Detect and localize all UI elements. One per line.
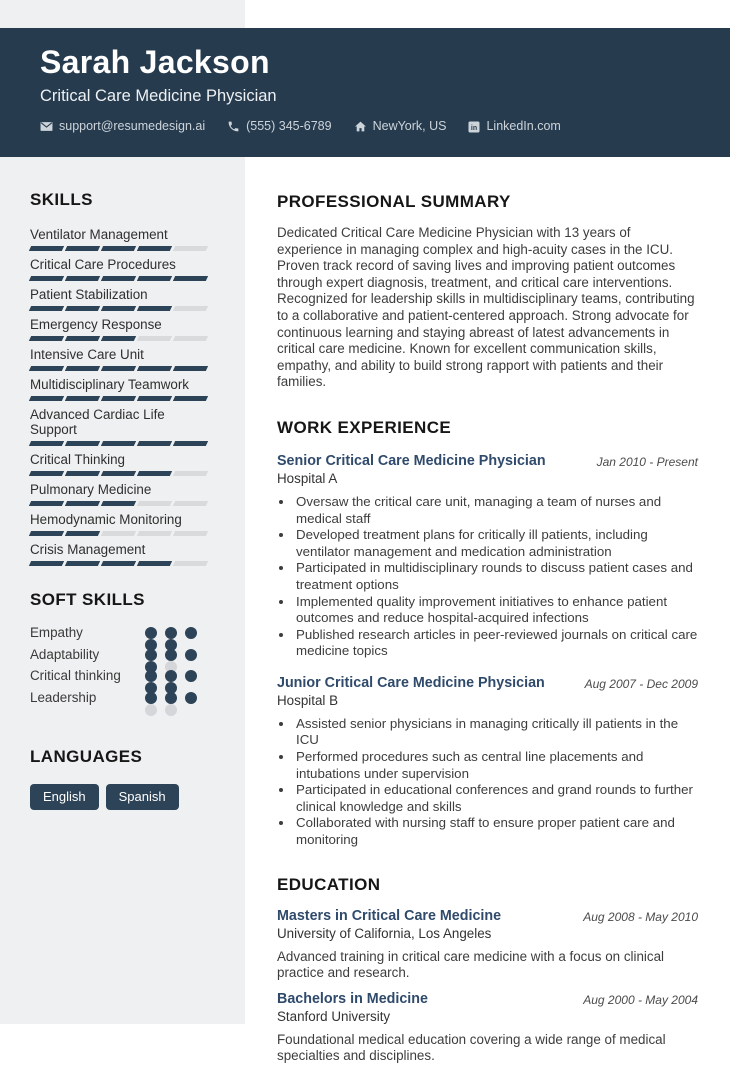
main-column bbox=[277, 157, 698, 1065]
skill-item bbox=[30, 257, 214, 281]
skill-bar bbox=[30, 501, 214, 506]
soft-skill-label: Adaptability bbox=[30, 646, 100, 662]
skill-bar bbox=[30, 561, 214, 566]
soft-skill-dots bbox=[145, 627, 214, 639]
skill-item bbox=[30, 542, 214, 566]
skill-bar-segment bbox=[173, 396, 208, 401]
skill-bar-segment bbox=[173, 501, 208, 506]
skill-item bbox=[30, 287, 214, 311]
soft-skills-heading: SOFT SKILLS bbox=[30, 590, 145, 609]
person-name: Sarah Jackson bbox=[40, 44, 270, 80]
language-badge: Spanish bbox=[106, 784, 179, 810]
job-company: Hospital B bbox=[277, 692, 339, 708]
education-school: Stanford University bbox=[277, 1008, 391, 1024]
skill-item bbox=[30, 512, 214, 536]
education-degree: Bachelors in Medicine bbox=[277, 990, 428, 1007]
job-title: Senior Critical Care Medicine Physician bbox=[277, 452, 546, 469]
skill-bar-segment bbox=[65, 531, 100, 536]
skill-item bbox=[30, 227, 214, 251]
education-dates: Aug 2008 - May 2010 bbox=[583, 909, 698, 924]
skill-bar-segment bbox=[65, 336, 100, 341]
skill-bar-segment bbox=[29, 276, 64, 281]
job-entry-head bbox=[277, 453, 698, 470]
job-bullet: • Participated in educational conferences and grand rounds to further clinical knowledge and skills bbox=[294, 782, 698, 815]
skill-bar-segment bbox=[137, 306, 172, 311]
skill-bar-segment bbox=[173, 561, 208, 566]
home-icon bbox=[354, 120, 367, 133]
soft-skill-label: Empathy bbox=[30, 625, 83, 640]
job-bullet: • Implemented quality improvement initiatives to enhance patient outcomes and reduce hospital-acquired infections bbox=[294, 594, 698, 627]
skill-label: Pulmonary Medicine bbox=[30, 482, 152, 497]
soft-skill-dot bbox=[185, 692, 197, 704]
skill-label: Ventilator Management bbox=[30, 227, 168, 242]
skill-bar bbox=[30, 366, 214, 371]
skill-bar-segment bbox=[137, 396, 172, 401]
resume-header bbox=[0, 28, 730, 157]
soft-skill-dot bbox=[145, 627, 157, 639]
skill-bar-segment bbox=[29, 246, 64, 251]
skill-bar-segment bbox=[65, 306, 100, 311]
skill-bar bbox=[30, 336, 214, 341]
skill-bar-segment bbox=[65, 276, 100, 281]
soft-skills-list bbox=[30, 625, 214, 711]
skill-bar-segment bbox=[173, 441, 208, 446]
skill-bar-segment bbox=[173, 531, 208, 536]
job-bullet: • Collaborated with nursing staff to ensure proper patient care and monitoring bbox=[294, 815, 698, 848]
skill-bar-segment bbox=[29, 501, 64, 506]
skill-bar bbox=[30, 531, 214, 536]
skill-bar-segment bbox=[173, 246, 208, 251]
skill-bar-segment bbox=[65, 246, 100, 251]
skill-label: Advanced Cardiac Life Support bbox=[30, 407, 165, 437]
skill-item bbox=[30, 377, 214, 401]
skill-bar-segment bbox=[137, 246, 172, 251]
skill-item bbox=[30, 317, 214, 341]
contact-phone-text: (555) 345-6789 bbox=[246, 119, 332, 133]
skill-bar-segment bbox=[101, 246, 136, 251]
education-school: University of California, Los Angeles bbox=[277, 925, 492, 941]
education-list bbox=[277, 908, 698, 1065]
skill-bar-segment bbox=[101, 306, 136, 311]
skill-label: Multidisciplinary Teamwork bbox=[30, 377, 189, 392]
job-company: Hospital A bbox=[277, 470, 338, 486]
job-dates: Jan 2010 - Present bbox=[596, 454, 698, 469]
soft-skill-dot bbox=[145, 704, 157, 716]
skill-bar-segment bbox=[173, 336, 208, 341]
soft-skill-item bbox=[30, 625, 214, 647]
skill-label: Critical Care Procedures bbox=[30, 257, 176, 272]
skill-bar-segment bbox=[173, 276, 208, 281]
summary-heading: PROFESSIONAL SUMMARY bbox=[277, 192, 511, 211]
soft-skill-label: Critical thinking bbox=[30, 668, 121, 683]
education-dates: Aug 2000 - May 2004 bbox=[583, 992, 698, 1007]
skill-bar-segment bbox=[65, 471, 100, 476]
skill-label: Intensive Care Unit bbox=[30, 347, 144, 362]
skill-bar-segment bbox=[137, 471, 172, 476]
soft-skill-item bbox=[30, 668, 214, 690]
soft-skill-dot bbox=[185, 670, 197, 682]
skill-bar bbox=[30, 441, 214, 446]
contact-location bbox=[354, 119, 447, 134]
skill-bar-segment bbox=[29, 561, 64, 566]
skill-label: Emergency Response bbox=[30, 317, 162, 332]
linkedin-icon bbox=[468, 121, 480, 133]
skill-bar-segment bbox=[29, 336, 64, 341]
skill-label: Patient Stabilization bbox=[30, 287, 148, 302]
skill-bar-segment bbox=[29, 471, 64, 476]
soft-skill-dots bbox=[145, 670, 214, 682]
experience-heading: WORK EXPERIENCE bbox=[277, 417, 452, 437]
job-bullets bbox=[277, 494, 698, 660]
languages-heading: LANGUAGES bbox=[30, 747, 143, 766]
soft-skill-dot bbox=[165, 670, 177, 682]
soft-skill-item bbox=[30, 647, 214, 669]
skill-bar-segment bbox=[101, 441, 136, 446]
soft-skill-dot bbox=[145, 692, 157, 704]
skill-bar-segment bbox=[65, 441, 100, 446]
skill-bar bbox=[30, 246, 214, 251]
job-bullet: • Oversaw the critical care unit, managing a team of nurses and medical staff bbox=[294, 494, 698, 527]
skill-item bbox=[30, 407, 214, 446]
skill-label: Hemodynamic Monitoring bbox=[30, 512, 182, 527]
skill-bar-segment bbox=[137, 501, 172, 506]
skill-bar-segment bbox=[65, 501, 100, 506]
skill-bar-segment bbox=[65, 561, 100, 566]
contact-linkedin bbox=[468, 119, 560, 134]
education-entry-head bbox=[277, 908, 698, 925]
soft-skill-dots bbox=[145, 692, 214, 704]
skill-bar-segment bbox=[101, 531, 136, 536]
job-bullet: • Developed treatment plans for critically ill patients, including ventilator management and medication administration bbox=[294, 527, 698, 560]
job-dates: Aug 2007 - Dec 2009 bbox=[584, 676, 698, 691]
phone-icon bbox=[227, 120, 240, 133]
job-entry-head bbox=[277, 675, 698, 692]
skill-bar-segment bbox=[173, 306, 208, 311]
contact-linkedin-text: LinkedIn.com bbox=[486, 119, 561, 133]
contact-email bbox=[40, 119, 205, 134]
skill-bar bbox=[30, 306, 214, 311]
skill-bar-segment bbox=[173, 471, 208, 476]
svg-text:in: in bbox=[471, 124, 478, 132]
job-entry bbox=[277, 453, 698, 660]
skill-bar-segment bbox=[137, 276, 172, 281]
skill-item bbox=[30, 347, 214, 371]
skill-bar-segment bbox=[101, 471, 136, 476]
skill-item bbox=[30, 452, 214, 476]
language-badge: English bbox=[30, 784, 99, 810]
skill-bar-segment bbox=[29, 366, 64, 371]
job-bullets bbox=[277, 716, 698, 849]
skill-bar-segment bbox=[101, 501, 136, 506]
education-degree: Masters in Critical Care Medicine bbox=[277, 907, 502, 924]
education-description: Advanced training in critical care medicine with a focus on clinical practice and research. bbox=[277, 948, 665, 981]
soft-skill-dot bbox=[165, 627, 177, 639]
skill-bar-segment bbox=[29, 306, 64, 311]
job-entry bbox=[277, 675, 698, 849]
skills-heading: SKILLS bbox=[30, 190, 93, 209]
skill-bar-segment bbox=[173, 366, 208, 371]
skill-bar-segment bbox=[65, 396, 100, 401]
soft-skill-dot bbox=[165, 692, 177, 704]
skill-bar-segment bbox=[65, 366, 100, 371]
skill-bar-segment bbox=[137, 531, 172, 536]
skill-bar-segment bbox=[29, 441, 64, 446]
skill-bar-segment bbox=[101, 366, 136, 371]
education-entry-head bbox=[277, 991, 698, 1008]
skill-bar bbox=[30, 471, 214, 476]
contact-phone bbox=[227, 119, 331, 134]
skill-bar-segment bbox=[137, 561, 172, 566]
skill-bar-segment bbox=[137, 366, 172, 371]
job-title: Junior Critical Care Medicine Physician bbox=[277, 674, 545, 691]
soft-skill-dot bbox=[185, 627, 197, 639]
contact-row bbox=[40, 119, 730, 134]
soft-skill-dot bbox=[165, 649, 177, 661]
education-description: Foundational medical education covering a wide range of medical specialties and disciplines. bbox=[277, 1031, 666, 1064]
job-bullet: • Assisted senior physicians in managing critically ill patients in the ICU bbox=[294, 716, 698, 749]
skill-label: Critical Thinking bbox=[30, 452, 126, 467]
education-entry bbox=[277, 908, 698, 982]
skill-label: Crisis Management bbox=[30, 542, 146, 557]
soft-skill-dot bbox=[165, 704, 177, 716]
soft-skill-dot bbox=[145, 670, 157, 682]
language-badges bbox=[30, 784, 214, 810]
contact-location-text: NewYork, US bbox=[372, 119, 447, 133]
soft-skill-label: Leadership bbox=[30, 689, 97, 705]
soft-skill-item bbox=[30, 690, 214, 712]
contact-email-text: support@resumedesign.ai bbox=[59, 119, 206, 133]
skill-bar-segment bbox=[101, 396, 136, 401]
job-bullet: • Performed procedures such as central line placements and intubations under supervision bbox=[294, 749, 698, 782]
skills-list bbox=[30, 227, 214, 566]
job-bullet: • Participated in multidisciplinary rounds to discuss patient cases and treatment options bbox=[294, 560, 698, 593]
skill-bar-segment bbox=[29, 531, 64, 536]
job-bullet: • Published research articles in peer-reviewed journals on critical care medicine topics bbox=[294, 627, 698, 660]
soft-skill-dots bbox=[145, 649, 214, 661]
summary-text: Dedicated Critical Care Medicine Physician with 13 years of experience in managing complex and high-acuity cases in the ICU. Proven track record of saving lives and improving patient outcomes through expert diagnosis, treatment, and critical care interventions. Recognized for leadership skills in multidisciplinary teams, contributing to a collaborative and patient-centered approach. Strong advocate for continuous learning and staying abreast of latest advancements in critical care medicine. Known for excellent communication skills, empathy, and ability to build strong rapport with patients and their families. bbox=[277, 225, 695, 390]
soft-skill-dot bbox=[145, 649, 157, 661]
skill-bar-segment bbox=[101, 276, 136, 281]
skill-bar-segment bbox=[101, 336, 136, 341]
skill-bar-segment bbox=[137, 336, 172, 341]
education-entry bbox=[277, 991, 698, 1065]
sidebar bbox=[30, 157, 214, 810]
skill-item bbox=[30, 482, 214, 506]
jobs-list bbox=[277, 453, 698, 849]
skill-bar bbox=[30, 396, 214, 401]
soft-skill-dot bbox=[185, 649, 197, 661]
education-heading: EDUCATION bbox=[277, 874, 381, 894]
skill-bar-segment bbox=[137, 441, 172, 446]
skill-bar-segment bbox=[101, 561, 136, 566]
skill-bar-segment bbox=[29, 396, 64, 401]
skill-bar bbox=[30, 276, 214, 281]
person-job-title: Critical Care Medicine Physician bbox=[40, 87, 277, 105]
email-icon bbox=[40, 120, 53, 133]
